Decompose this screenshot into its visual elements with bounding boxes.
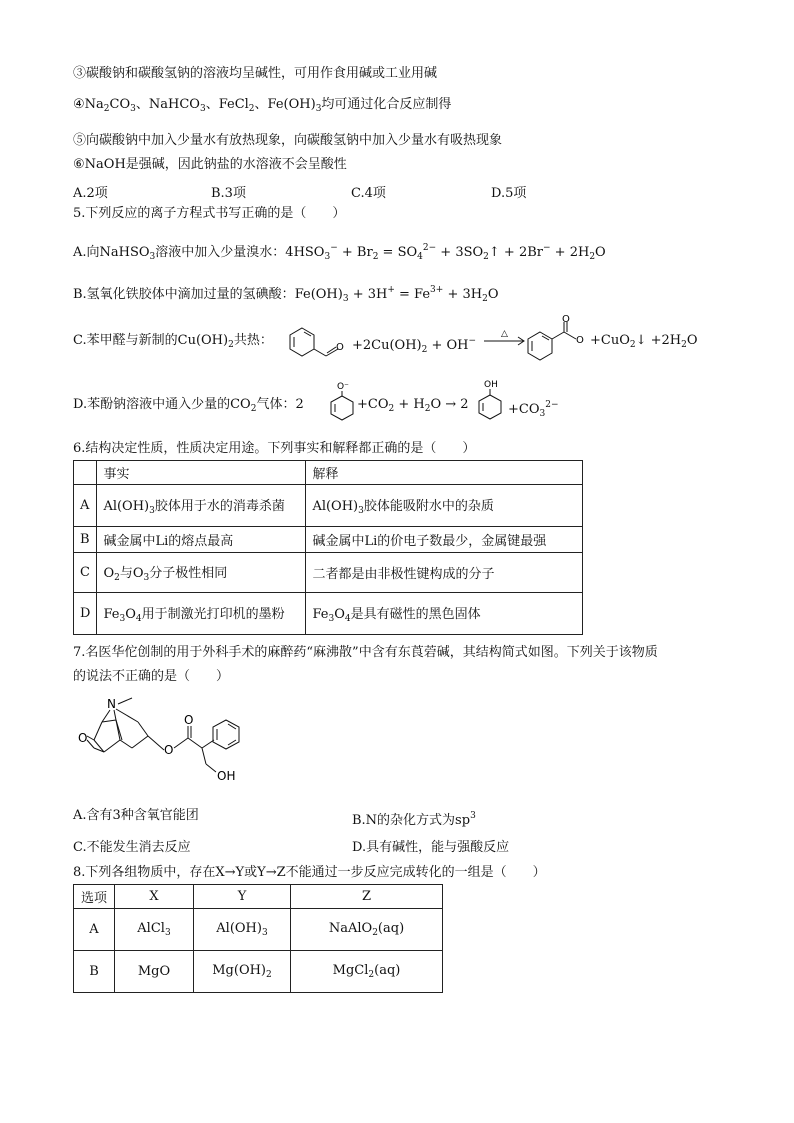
q5-d-reagents: $+CO_2 + H_2O \to 2$ — [357, 397, 469, 414]
q7-option-c[interactable]: C.不能发生消去反应 — [73, 840, 191, 855]
scopolamine-structure — [76, 692, 266, 786]
q8-row-a-x: AlCl$_3$ — [115, 909, 194, 951]
q6-row-b-fact: 碱金属中Li的熔点最高 — [97, 527, 306, 553]
q4-option-a[interactable]: A.2项 — [73, 186, 108, 201]
phenol-structure — [478, 378, 508, 420]
q7-option-a[interactable]: A.含有3种含氧官能团 — [73, 808, 199, 823]
q7-option-b[interactable] — [352, 808, 476, 829]
statement-4: $④Na_2CO_3$、NaHCO$_3$、FeCl$_2$、$Fe(OH)_3$均可通过化合反应制得 — [73, 97, 452, 114]
q6-stem: 6.结构决定性质，性质决定用途。下列事实和解释都正确的是（ ） — [73, 441, 476, 456]
q7-option-d[interactable]: D.具有碱性，能与强酸反应 — [352, 840, 510, 855]
q5-c-reagents: $+2Cu(OH)_2 + OH^-$ — [352, 336, 477, 355]
q7-stem-line1: 7.名医华佗创制的用于外科手术的麻醉药“麻沸散”中含有东莨菪碱，其结构简式如图。下列关于该物质 — [73, 645, 658, 660]
q6-header-expl: 解释 — [306, 461, 583, 485]
q4-options — [73, 182, 526, 201]
q5-option-a[interactable]: A.向NaHSO$_3$溶液中加入少量溴水：$4HSO_3^- + Br_2 = SO_4^{2-}$ + $3SO_2↑ + 2Br^- + 2H_2O$ — [73, 243, 606, 262]
q4-option-d[interactable]: D.5项 — [491, 186, 527, 201]
q5-option-d[interactable]: D.苯酚钠溶液中通入少量的$CO_2$气体：2 — [73, 397, 304, 414]
q5-d-products: $+CO_3^{2-}$ — [508, 400, 559, 419]
q4-option-c[interactable]: C.4项 — [351, 186, 386, 201]
q5-a-text: A.向NaHSO — [73, 245, 150, 260]
phenol-oh: OH — [484, 380, 498, 390]
heat-arrow — [484, 328, 528, 348]
q6-header-blank — [74, 461, 97, 485]
struct-epoxide-o: O — [78, 731, 88, 745]
aldehyde-o: O — [336, 342, 344, 353]
q6-header-fact: 事实 — [97, 461, 306, 485]
q6-row-a-fact: $Al(OH)_3$胶体用于水的消毒杀菌 — [97, 485, 306, 527]
q8-row-a-key: A — [74, 909, 115, 951]
q8-row-a-y: $Al(OH)_3$ — [194, 909, 291, 951]
q8-header-z: Z — [291, 885, 443, 909]
q8-table — [73, 884, 443, 993]
statement-6: ⑥NaOH是强碱，因此钠盐的水溶液不会呈酸性 — [73, 157, 347, 172]
statement-3: ③碳酸钠和碳酸氢钠的溶液均呈碱性，可用作食用碱或工业用碱 — [73, 66, 438, 81]
q8-header-x: X — [115, 885, 194, 909]
struct-hydroxyl: OH — [217, 769, 236, 783]
q6-row-a-key: A — [74, 485, 97, 527]
table-row — [74, 485, 583, 527]
q8-stem: 8.下列各组物质中，存在X→Y或Y→Z不能通过一步反应完成转化的一组是（ ） — [73, 865, 546, 880]
q4-option-b[interactable]: B.3项 — [211, 186, 246, 201]
table-row — [74, 593, 583, 635]
q5-option-b[interactable]: B.氢氧化铁胶体中滴加过量的氢碘酸：$Fe(OH)_3 + 3H^+ = Fe^{3+} + 3H_2O$ — [73, 285, 499, 304]
q8-row-b-z: MgCl$_2$(aq) — [291, 951, 443, 993]
q5-d-text: D.苯酚钠溶液中通入少量的 — [73, 397, 231, 412]
struct-n: N — [107, 697, 116, 711]
benzoate-o2: O — [576, 335, 584, 346]
q6-c-fact-text: 分子极性相同 — [149, 566, 228, 581]
table-row — [74, 885, 443, 909]
table-row — [74, 951, 443, 993]
q6-row-a-expl: $Al(OH)_3$胶体能吸附水中的杂质 — [306, 485, 583, 527]
q6-row-b-expl: 碱金属中Li的价电子数最少，金属键最强 — [306, 527, 583, 553]
q6-table — [73, 460, 583, 635]
table-row — [74, 909, 443, 951]
q6-row-c-fact: $O_2$与$O_3$分子极性相同 — [97, 553, 306, 593]
benzaldehyde-structure — [290, 322, 350, 362]
q5-stem: 5.下列反应的离子方程式书写正确的是（ ） — [73, 206, 346, 221]
q8-row-b-y: $Mg(OH)_2$ — [194, 951, 291, 993]
benzoate-structure — [528, 314, 592, 362]
q8-row-b-key: B — [74, 951, 115, 993]
q6-row-b-key: B — [74, 527, 97, 553]
q8-header-y: Y — [194, 885, 291, 909]
statement-5: ⑤向碳酸钠中加入少量水有放热现象，向碳酸氢钠中加入少量水有吸热现象 — [73, 133, 503, 148]
table-row — [74, 461, 583, 485]
q5-d-text2: 气体： — [256, 397, 296, 412]
statement-4-num: ④ — [73, 97, 85, 112]
struct-ester-o: O — [164, 743, 174, 757]
q5-a-text2: 溶液中加入少量溴水： — [155, 245, 286, 260]
q5-c-text: C.苯甲醛与新制的 — [73, 333, 178, 348]
q5-c-text2: 共热： — [233, 333, 273, 348]
q7-b-sup: 3 — [470, 811, 476, 821]
q8-row-b-x: MgO — [115, 951, 194, 993]
q6-a-expl-text: 胶体能吸附水中的杂质 — [363, 499, 494, 514]
table-row — [74, 553, 583, 593]
q7-stem-line2: 的说法不正确的是（ ） — [73, 669, 230, 684]
q5-option-c[interactable]: C.苯甲醛与新制的$Cu(OH)_2$共热： — [73, 333, 273, 350]
table-row — [74, 527, 583, 553]
phenoxide-o: O⁻ — [337, 382, 349, 392]
q6-row-c-expl: 二者都是由非极性键构成的分子 — [306, 553, 583, 593]
q6-row-d-key: D — [74, 593, 97, 635]
benzoate-o1: O — [562, 314, 570, 325]
q6-row-d-fact: $Fe_3O_4$用于制激光打印机的墨粉 — [97, 593, 306, 635]
q6-c-yu: 与 — [119, 566, 133, 581]
q8-row-a-z: NaAlO$_2$(aq) — [291, 909, 443, 951]
q6-d-fact-text: 用于制激光打印机的墨粉 — [141, 607, 285, 622]
q5-c-products: +CuO$_2$↓ $+2H_2O$ — [590, 333, 698, 350]
q6-row-d-expl: $Fe_3O_4$是具有磁性的黑色固体 — [306, 593, 583, 635]
heat-symbol: △ — [501, 329, 508, 339]
q6-d-expl-text: 是具有磁性的黑色固体 — [350, 607, 481, 622]
statement-4-text: 均可通过化合反应制得 — [321, 97, 452, 112]
q6-row-c-key: C — [74, 553, 97, 593]
struct-carbonyl-o: O — [184, 713, 194, 727]
phenoxide-structure — [330, 381, 356, 421]
q7-b-text: B.N的杂化方式为sp — [352, 813, 471, 828]
q6-a-fact-text: 胶体用于水的消毒杀菌 — [154, 499, 285, 514]
q5-b-text: B.氢氧化铁胶体中滴加过量的氢碘酸： — [73, 287, 295, 302]
q8-header-option: 选项 — [74, 885, 115, 909]
